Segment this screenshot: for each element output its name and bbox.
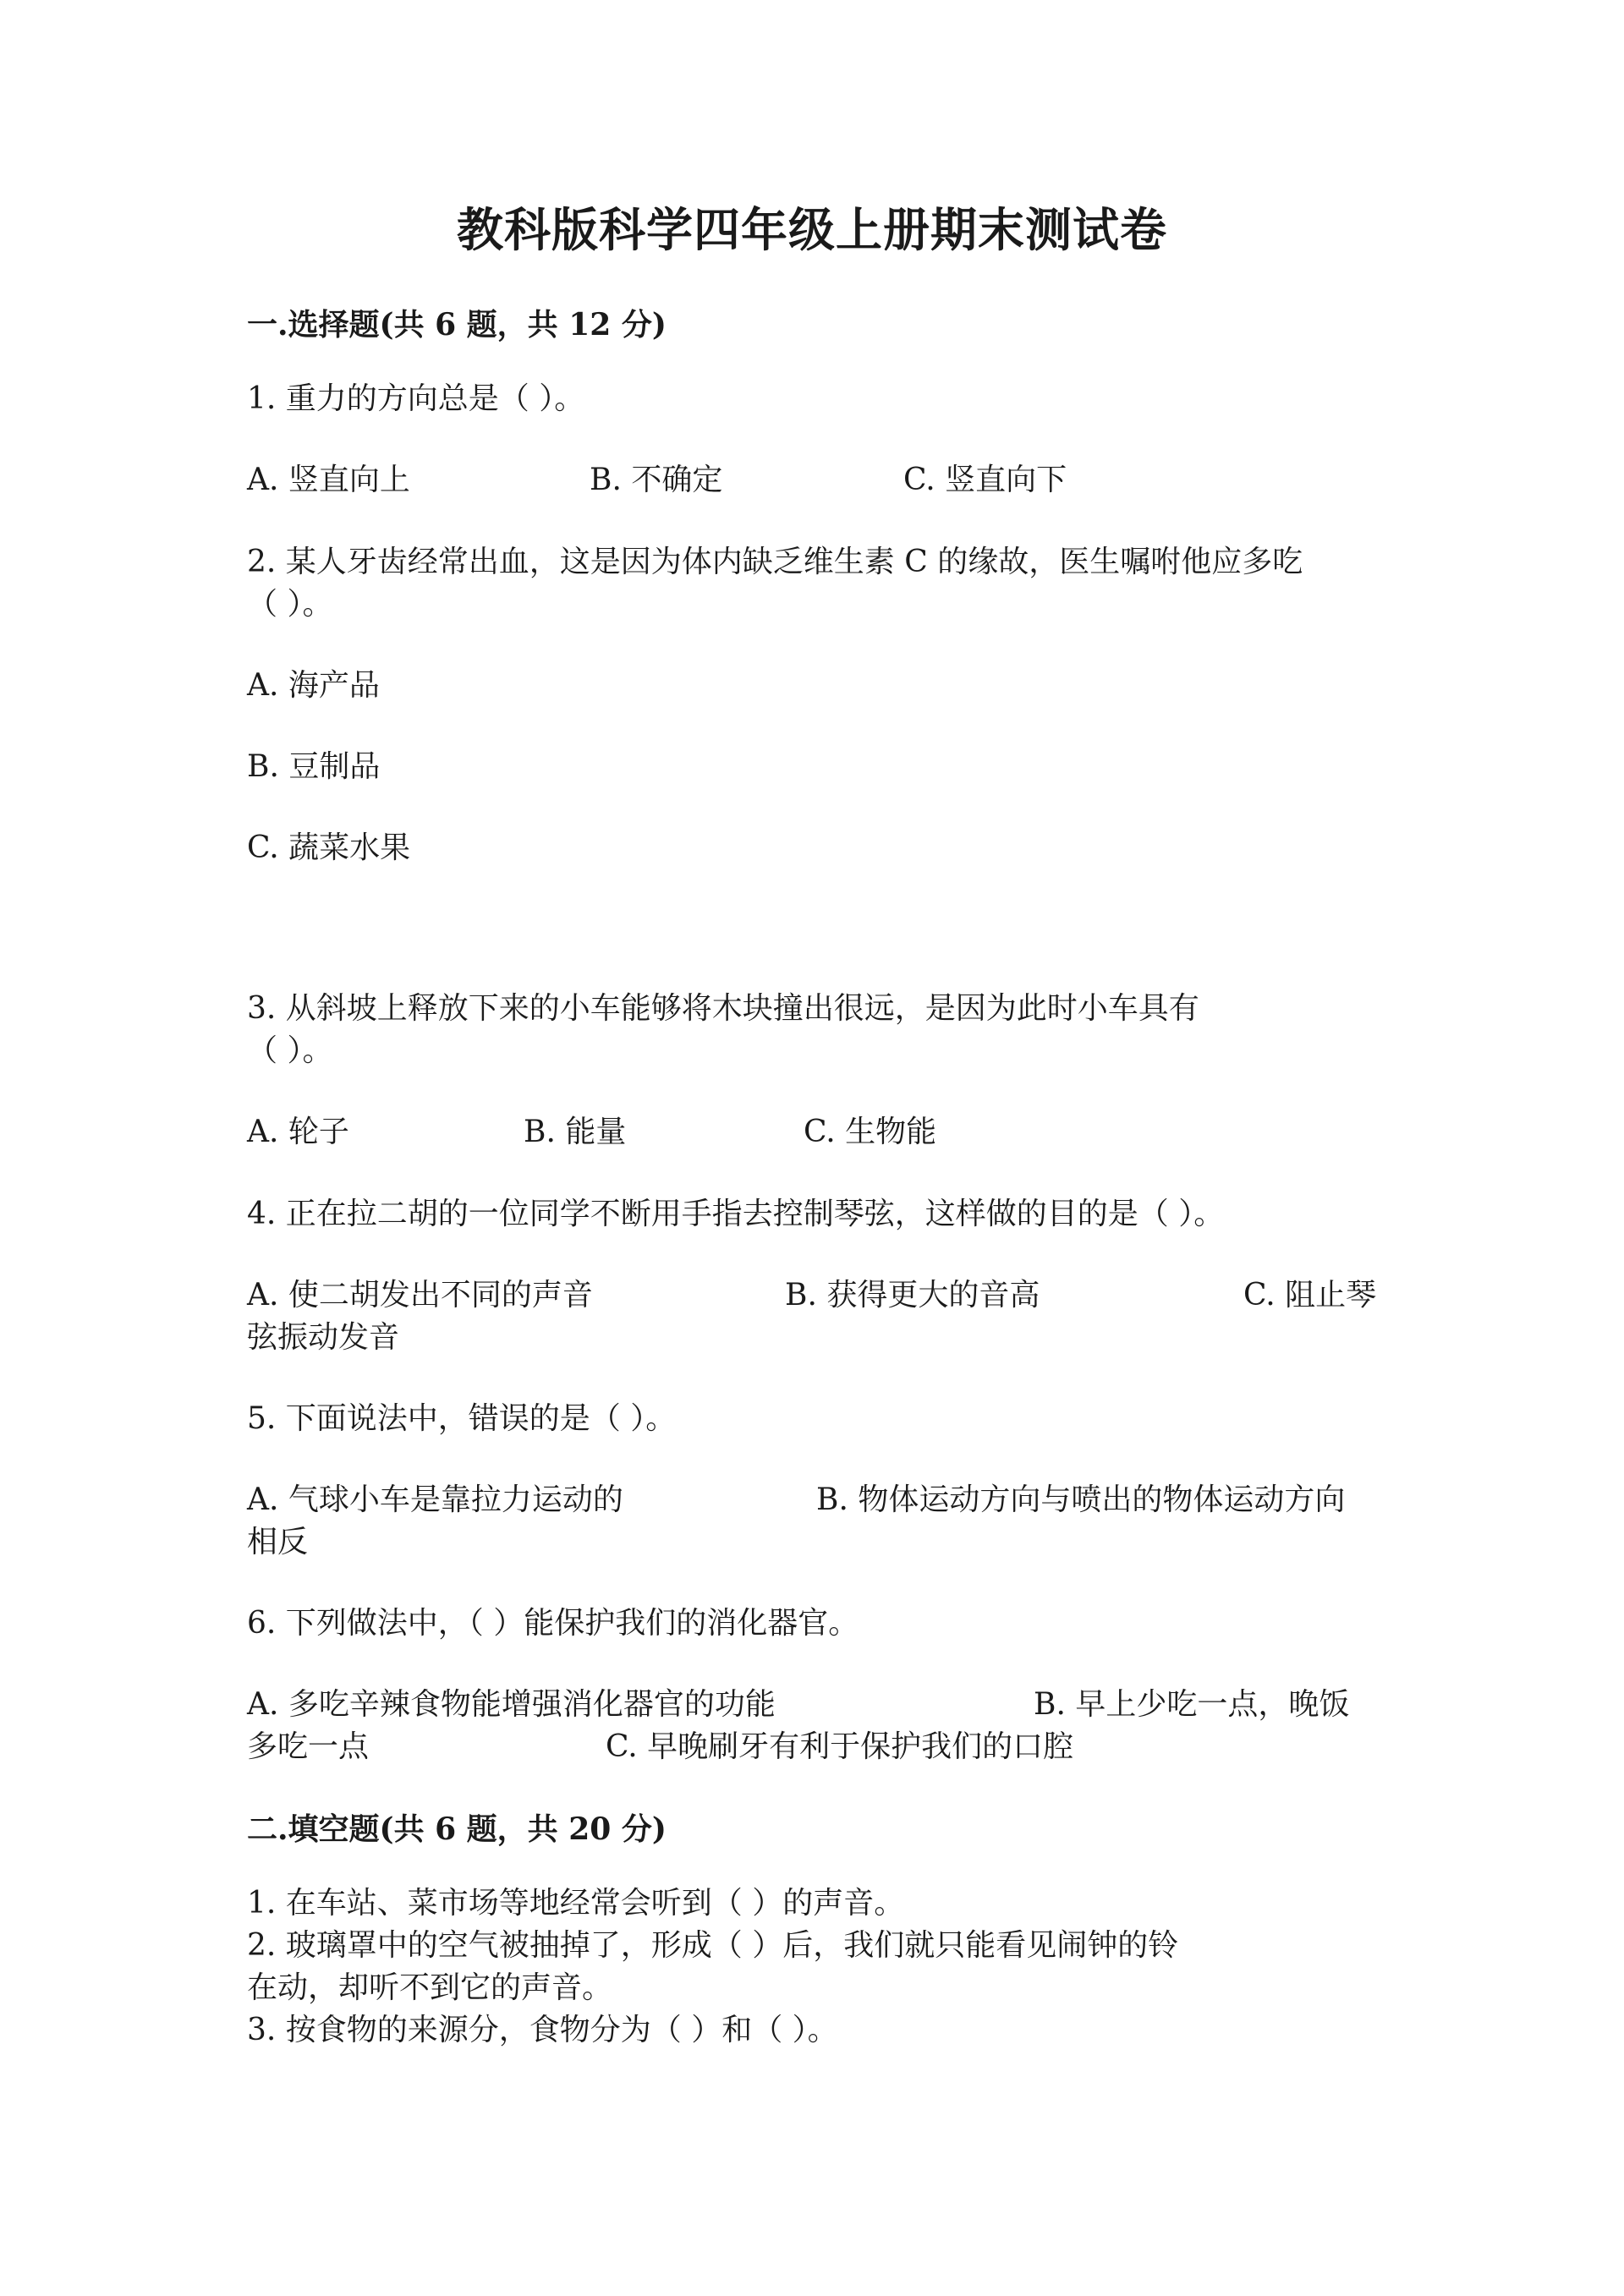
question-2-option-a: A. 海产品 xyxy=(247,668,380,703)
question-4-stem: 4. 正在拉二胡的一位同学不断用手指去控制琴弦，这样做的目的是（ ）。 xyxy=(247,1197,1225,1231)
question-5-option-a: A. 气球小车是靠拉力运动的 xyxy=(247,1482,623,1517)
question-4-option-c: C. 阻止琴 xyxy=(1243,1278,1377,1312)
question-3-option-b: B. 能量 xyxy=(524,1115,627,1149)
fill-question-2-cont: 在动，却听不到它的声音。 xyxy=(247,1970,613,2005)
fill-question-3: 3. 按食物的来源分，食物分为（ ）和（ ）。 xyxy=(247,2013,838,2047)
question-4-option-c-cont: 弦振动发音 xyxy=(247,1320,400,1355)
question-1-option-a: A. 竖直向上 xyxy=(247,463,410,497)
question-2-stem-cont: （ ）。 xyxy=(247,587,333,622)
question-5-stem: 5. 下面说法中，错误的是（ ）。 xyxy=(247,1401,677,1436)
question-2-option-c: C. 蔬菜水果 xyxy=(247,830,411,865)
question-4-option-b: B. 获得更大的音高 xyxy=(785,1278,1040,1312)
question-3-stem: 3. 从斜坡上释放下来的小车能够将木块撞出很远，是因为此时小车具有 xyxy=(247,991,1199,1026)
question-2-stem: 2. 某人牙齿经常出血，这是因为体内缺乏维生素 C 的缘故，医生嘱咐他应多吃 xyxy=(247,545,1303,579)
fill-question-2: 2. 玻璃罩中的空气被抽掉了，形成（ ）后，我们就只能看见闹钟的铃 xyxy=(247,1928,1179,1963)
question-1-option-b: B. 不确定 xyxy=(590,463,723,497)
question-3-option-a: A. 轮子 xyxy=(247,1115,349,1149)
question-6-option-b: B. 早上少吃一点，晚饭 xyxy=(1034,1687,1350,1722)
question-1-stem: 1. 重力的方向总是（ ）。 xyxy=(247,381,585,416)
page-title: 教科版科学四年级上册期末测试卷 xyxy=(456,202,1167,257)
question-6-option-a: A. 多吃辛辣食物能增强消化器官的功能 xyxy=(247,1687,776,1722)
fill-question-1: 1. 在车站、菜市场等地经常会听到（ ）的声音。 xyxy=(247,1886,905,1921)
question-4-option-a: A. 使二胡发出不同的声音 xyxy=(247,1278,593,1312)
question-5-option-b: B. 物体运动方向与喷出的物体运动方向 xyxy=(816,1482,1346,1517)
question-1-option-c: C. 竖直向下 xyxy=(903,463,1067,497)
question-3-stem-cont: （ ）。 xyxy=(247,1033,333,1068)
question-6-stem: 6. 下列做法中，（ ）能保护我们的消化器官。 xyxy=(247,1606,859,1641)
section-heading-fill: 二.填空题(共 6 题，共 20 分) xyxy=(247,1811,667,1847)
question-3-option-c: C. 生物能 xyxy=(804,1115,937,1149)
question-2-option-b: B. 豆制品 xyxy=(247,749,381,784)
question-5-option-b-cont: 相反 xyxy=(247,1525,309,1559)
section-heading-choice: 一.选择题(共 6 题，共 12 分) xyxy=(247,307,667,342)
question-6-option-b-cont: 多吃一点 xyxy=(247,1729,370,1764)
question-6-option-c: C. 早晚刷牙有利于保护我们的口腔 xyxy=(606,1729,1074,1764)
